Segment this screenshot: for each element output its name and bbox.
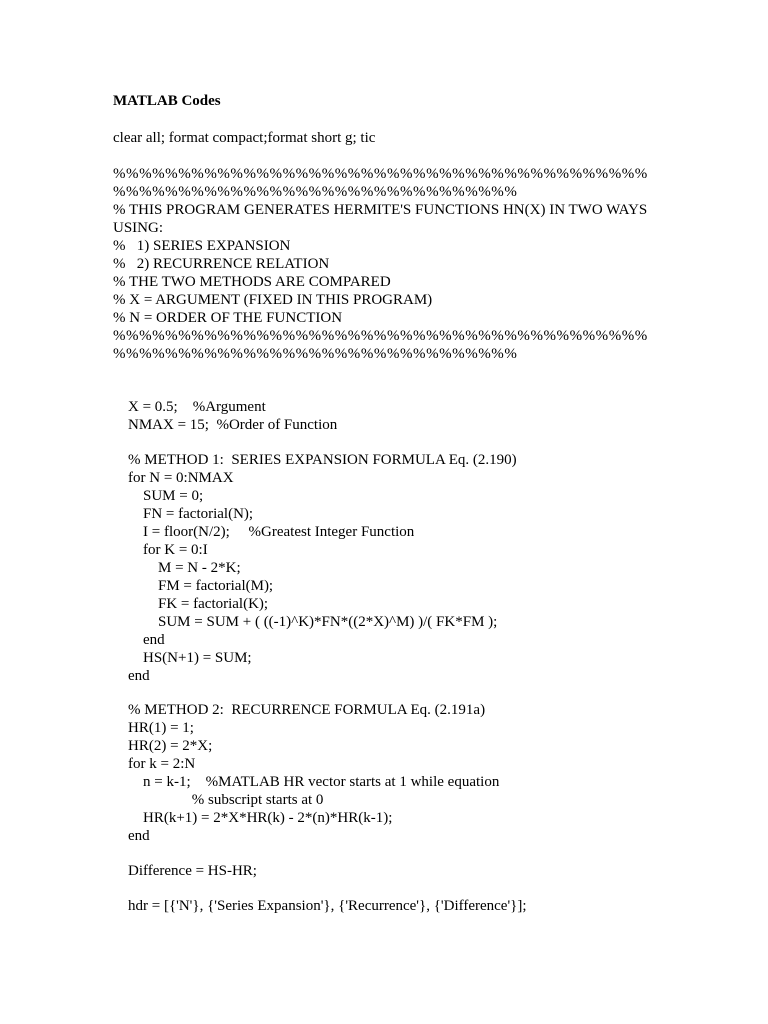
code-comment: % METHOD 2: RECURRENCE FORMULA Eq. (2.191a) bbox=[128, 702, 486, 718]
header-line: % THE TWO METHODS ARE COMPARED bbox=[113, 274, 391, 290]
header-line: % X = ARGUMENT (FIXED IN THIS PROGRAM) bbox=[113, 292, 433, 308]
header-line: % 1) SERIES EXPANSION bbox=[113, 238, 291, 254]
code-line: HR(2) = 2*X; bbox=[128, 738, 213, 754]
header-line: %%%%%%%%%%%%%%%%%%%%%%%%%%%%%%% bbox=[113, 346, 518, 362]
code-line: end bbox=[128, 668, 150, 684]
header-line: %%%%%%%%%%%%%%%%%%%%%%%%%%%%%%%%%%%%%%%%% bbox=[113, 328, 648, 344]
code-line: SUM = SUM + ( ((-1)^K)*FN*((2*X)^M) )/( FK*FM ); bbox=[128, 614, 498, 630]
code-line: end bbox=[128, 632, 165, 648]
header-line: % N = ORDER OF THE FUNCTION bbox=[113, 310, 343, 326]
header-line: % THIS PROGRAM GENERATES HERMITE'S FUNCTIONS HN(X) IN TWO WAYS bbox=[113, 202, 648, 218]
code-line: HR(k+1) = 2*X*HR(k) - 2*(n)*HR(k-1); bbox=[128, 810, 393, 826]
code-line: Difference = HS-HR; bbox=[128, 863, 257, 879]
code-line: M = N - 2*K; bbox=[128, 560, 241, 576]
code-comment: % METHOD 1: SERIES EXPANSION FORMULA Eq. (2.190) bbox=[128, 452, 517, 468]
code-line: FN = factorial(N); bbox=[128, 506, 254, 522]
preamble-line: clear all; format compact;format short g; tic bbox=[113, 130, 376, 146]
code-line: for N = 0:NMAX bbox=[128, 470, 234, 486]
code-line: for k = 2:N bbox=[128, 756, 196, 772]
code-line: FK = factorial(K); bbox=[128, 596, 269, 612]
code-line: FM = factorial(M); bbox=[128, 578, 274, 594]
code-line: SUM = 0; bbox=[128, 488, 204, 504]
document-title: MATLAB Codes bbox=[113, 93, 221, 109]
code-line: NMAX = 15; %Order of Function bbox=[128, 417, 338, 433]
header-line: USING: bbox=[113, 220, 164, 236]
code-line: % subscript starts at 0 bbox=[128, 792, 324, 808]
code-line: end bbox=[128, 828, 150, 844]
header-line: %%%%%%%%%%%%%%%%%%%%%%%%%%%%%%% bbox=[113, 184, 518, 200]
header-line: %%%%%%%%%%%%%%%%%%%%%%%%%%%%%%%%%%%%%%%%% bbox=[113, 166, 648, 182]
code-line: n = k-1; %MATLAB HR vector starts at 1 while equation bbox=[128, 774, 500, 790]
code-line: HS(N+1) = SUM; bbox=[128, 650, 252, 666]
code-line: hdr = [{'N'}, {'Series Expansion'}, {'Recurrence'}, {'Difference'}]; bbox=[128, 898, 527, 914]
code-line: I = floor(N/2); %Greatest Integer Function bbox=[128, 524, 415, 540]
code-line: HR(1) = 1; bbox=[128, 720, 194, 736]
header-line: % 2) RECURRENCE RELATION bbox=[113, 256, 330, 272]
code-line: X = 0.5; %Argument bbox=[128, 399, 266, 415]
code-line: for K = 0:I bbox=[128, 542, 208, 558]
